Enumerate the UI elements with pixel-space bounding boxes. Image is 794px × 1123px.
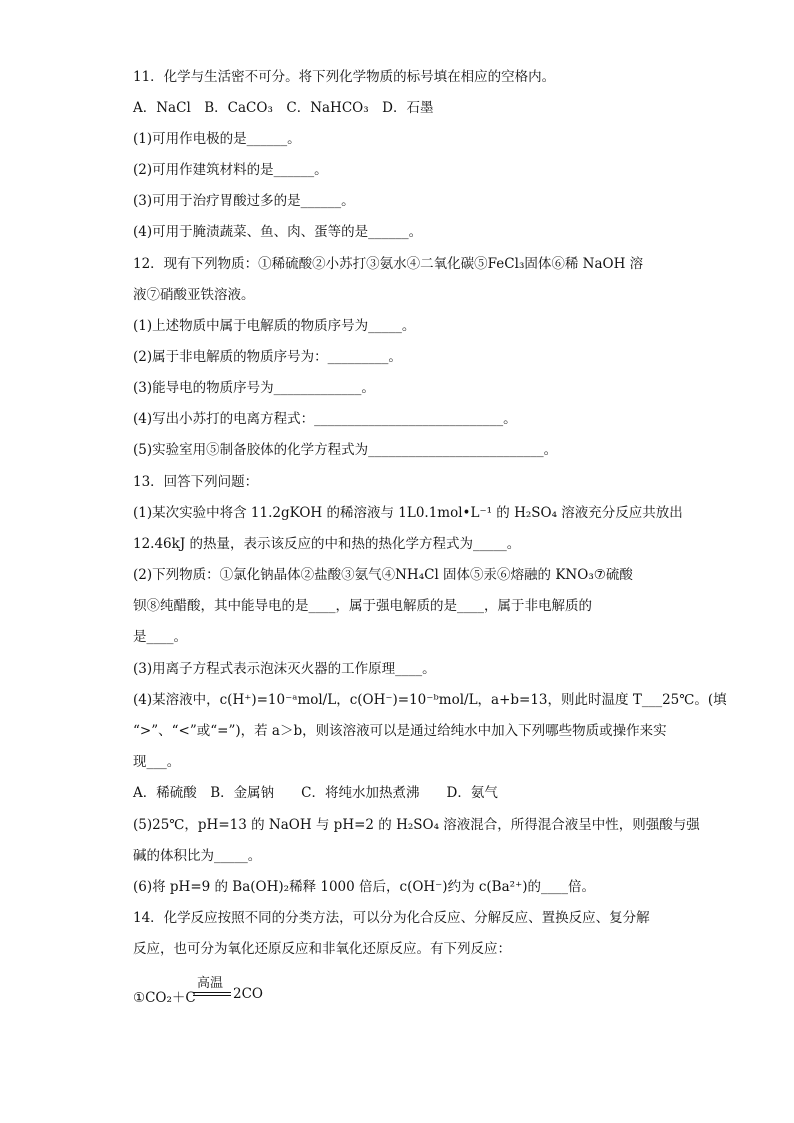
equation-equals-bar-bottom: [193, 995, 231, 996]
q11-part-1: (1)可用作电极的是______。: [133, 131, 301, 147]
q14-stem: 14．化学反应按照不同的分类方法，可以分为化合反应、分解反应、置换反应、复分解: [133, 910, 650, 926]
q13-part-4-cont2: 现___。: [133, 754, 181, 770]
q13-part-1: (1)某次实验中将含 11.2gKOH 的稀溶液与 1L0.1mol•L⁻¹ 的 H₂SO₄ 溶液充分反应共放出: [133, 505, 683, 521]
equation-products: 2CO: [233, 986, 263, 1002]
q13-part-6: (6)将 pH=9 的 Ba(OH)₂稀释 1000 倍后，c(OH⁻)约为 c(Ba²⁺)的____倍。: [133, 879, 595, 895]
q11-part-2: (2)可用作建筑材料的是______。: [133, 162, 328, 178]
q13-part-1-cont: 12.46kJ 的热量，表示该反应的中和热的热化学方程式为_____。: [133, 536, 521, 552]
reaction-equation-1: [133, 970, 333, 1010]
equation-reactants: ①CO₂＋C: [133, 990, 196, 1006]
q13-part-4: (4)某溶液中，c(H⁺)=10⁻ᵃmol/L，c(OH⁻)=10⁻ᵇmol/L，a+b=13，则此时温度 T___25℃。(填: [133, 692, 727, 708]
q13-part-2-cont2: 是____。: [133, 629, 187, 645]
q12-part-2: (2)属于非电解质的物质序号为：_________。: [133, 349, 402, 365]
q12-stem-cont: 液⑦硝酸亚铁溶液。: [133, 287, 255, 303]
q13-part-5-cont: 碱的体积比为_____。: [133, 848, 262, 864]
q13-part-4-cont: “>”、“<”或“=”)，若 a＞b，则该溶液可以是通过给纯水中加入下列哪些物质或操作来实: [133, 723, 667, 739]
q12-stem: 12．现有下列物质：①稀硫酸②小苏打③氨水④二氧化碳⑤FeCl₃固体⑥稀 NaOH 溶: [133, 256, 644, 272]
q12-part-1: (1)上述物质中属于电解质的物质序号为_____。: [133, 318, 416, 334]
q11-part-4: (4)可用于腌渍蔬菜、鱼、肉、蛋等的是______。: [133, 224, 423, 240]
q13-part-5: (5)25℃，pH=13 的 NaOH 与 pH=2 的 H₂SO₄ 溶液混合，所得混合液呈中性，则强酸与强: [133, 817, 700, 833]
q13-stem: 13．回答下列问题：: [133, 474, 259, 490]
q13-part-2-cont: 钡⑧纯醋酸，其中能导电的是____，属于强电解质的是____，属于非电解质的: [133, 598, 592, 614]
q13-part-4-options: A．稀硫酸 B．金属钠 C．将纯水加热煮沸 D．氨气: [133, 785, 498, 801]
q11-part-3: (3)可用于治疗胃酸过多的是______。: [133, 193, 355, 209]
q13-part-2: (2)下列物质：①氯化钠晶体②盐酸③氨气④NH₄Cl 固体⑤汞⑥熔融的 KNO₃⑦硫酸: [133, 567, 633, 583]
q12-part-4: (4)写出小苏打的电离方程式：____________________________。: [133, 411, 517, 427]
equation-condition: 高温: [197, 976, 224, 991]
q11-options: A．NaCl B．CaCO₃ C．NaHCO₃ D．石墨: [133, 100, 434, 116]
q14-stem-cont: 反应，也可分为氧化还原反应和非氧化还原反应。有下列反应：: [133, 941, 511, 957]
q12-part-3: (3)能导电的物质序号为_____________。: [133, 380, 375, 396]
q12-part-5: (5)实验室用⑤制备胶体的化学方程式为__________________________。: [133, 442, 558, 458]
equation-equals-bar-top: [193, 992, 231, 993]
q13-part-3: (3)用离子方程式表示泡沫灭火器的工作原理____。: [133, 661, 436, 677]
q11-stem: 11．化学与生活密不可分。将下列化学物质的标号填在相应的空格内。: [133, 69, 556, 85]
